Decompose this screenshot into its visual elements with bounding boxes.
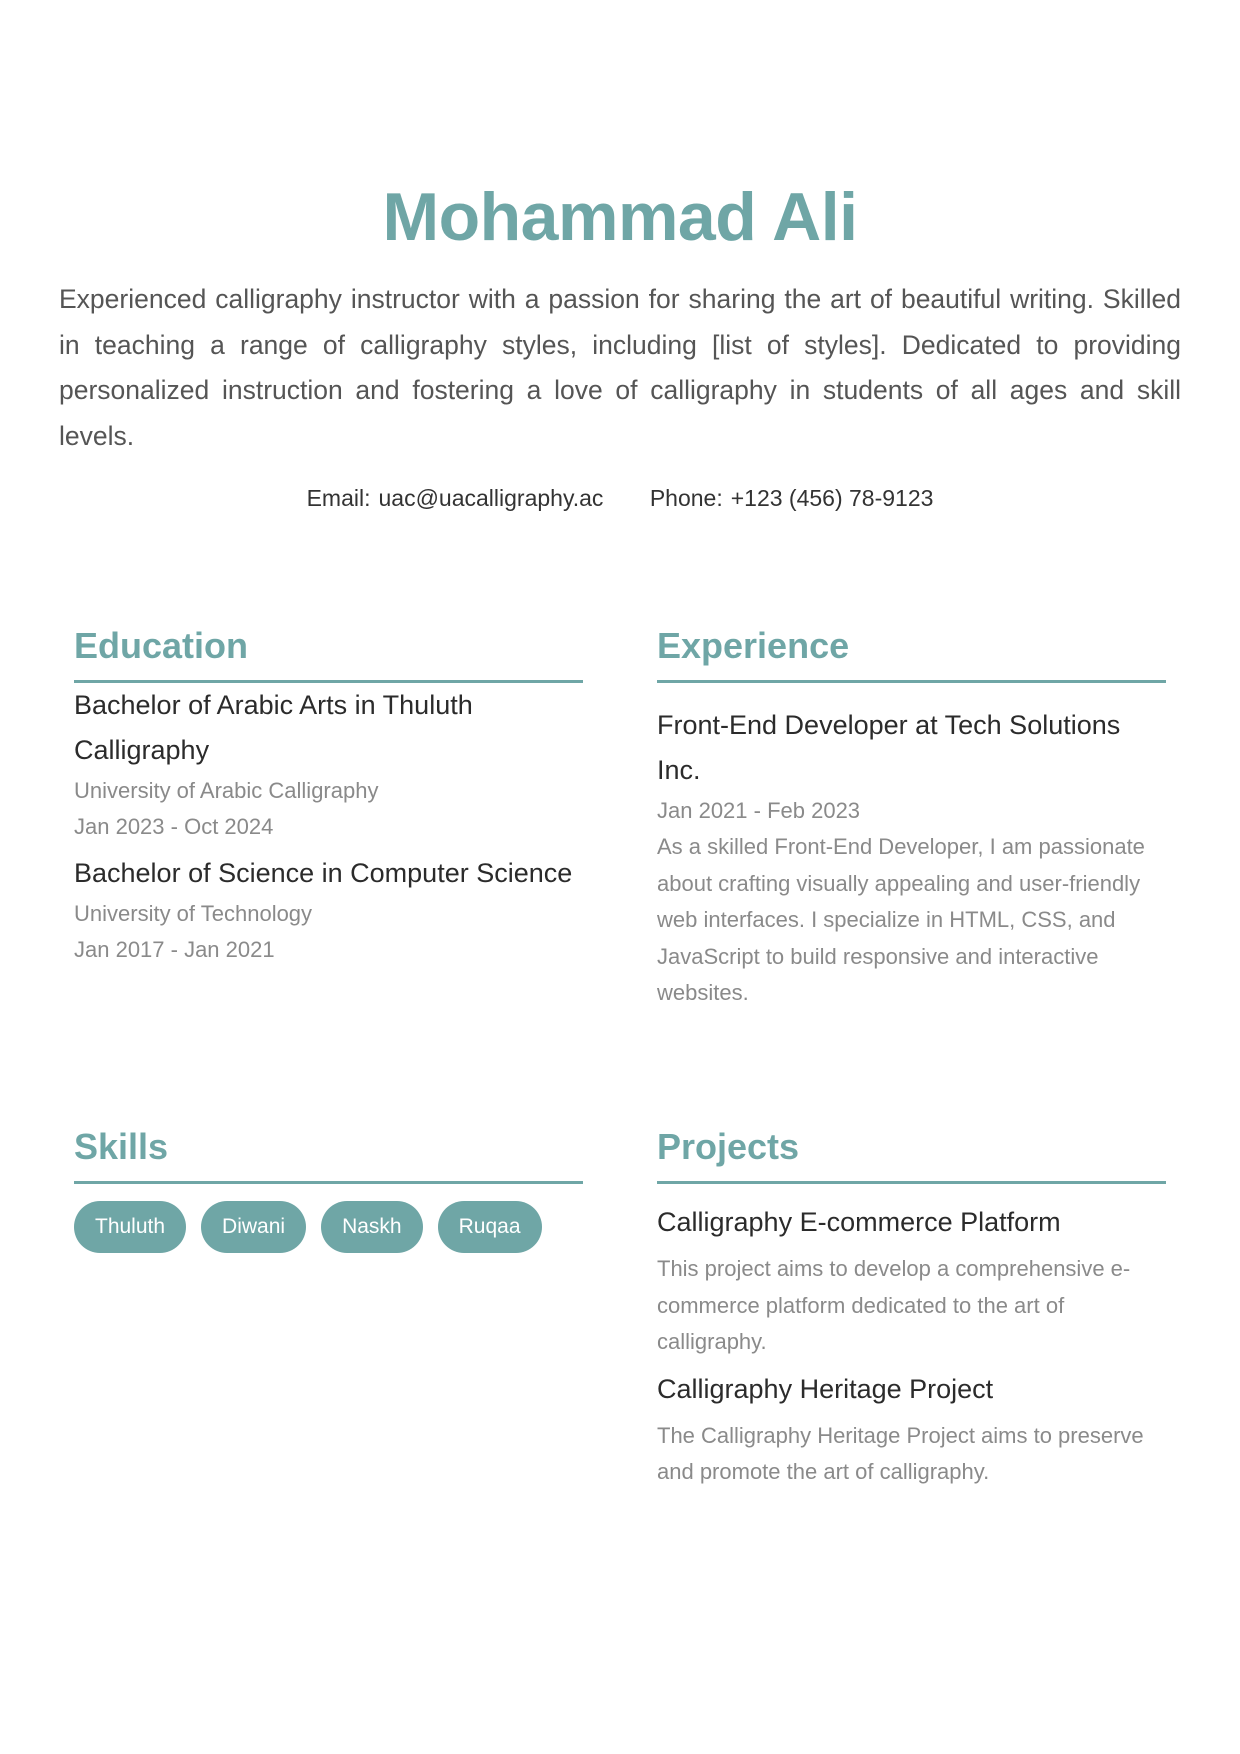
email-value[interactable]: uac@uacalligraphy.ac	[378, 485, 604, 511]
experience-entry	[657, 703, 1166, 1012]
project-entry	[657, 1367, 1166, 1491]
project-description: The Calligraphy Heritage Project aims to preserve and promote the art of calligraphy.	[657, 1422, 1144, 1484]
phone-value[interactable]: +123 (456) 78-9123	[730, 485, 934, 511]
skill-chips	[74, 1201, 583, 1253]
project-description: This project aims to develop a comprehensive e-commerce platform dedicated to the art of calligraphy.	[657, 1256, 1131, 1354]
experience-section	[657, 624, 1166, 1012]
email-label: Email:	[306, 485, 371, 511]
education-entry	[74, 683, 583, 845]
experience-title: Experience	[657, 624, 1166, 683]
project-name: Calligraphy E-commerce Platform	[657, 1207, 1061, 1237]
school-name: University of Technology	[74, 901, 313, 926]
projects-section	[657, 1125, 1166, 1491]
contact-email	[307, 483, 604, 513]
education-section	[74, 624, 583, 968]
job-title: Front-End Developer at Tech Solutions Inc.	[657, 710, 1121, 785]
degree-title: Bachelor of Science in Computer Science	[74, 858, 573, 888]
resume-header	[59, 175, 1181, 513]
skill-chip: Naskh	[321, 1201, 423, 1253]
contact-phone	[650, 483, 934, 513]
education-entry	[74, 851, 583, 968]
projects-title: Projects	[657, 1125, 1166, 1184]
job-dates: Jan 2021 - Feb 2023	[657, 798, 861, 823]
profile-summary: Experienced calligraphy instructor with a passion for sharing the art of beautiful writing. Skilled in teaching a range of calligraphy styles, including [list of styles]. Dedicated to providing personalized instruction and fostering a love of calligraphy in students of all ages and skill levels.	[59, 284, 1181, 451]
project-name: Calligraphy Heritage Project	[657, 1373, 994, 1404]
degree-title: Bachelor of Arabic Arts in Thuluth Calligraphy	[74, 690, 473, 765]
skills-title: Skills	[74, 1125, 583, 1184]
education-title: Education	[74, 624, 583, 683]
person-name: Mohammad Ali	[382, 179, 858, 255]
contact-info	[59, 483, 1181, 513]
skill-chip: Ruqaa	[438, 1201, 542, 1253]
skills-section	[74, 1125, 583, 1253]
skill-chip: Thuluth	[74, 1201, 186, 1253]
education-dates: Jan 2023 - Oct 2024	[74, 814, 274, 839]
education-dates: Jan 2017 - Jan 2021	[74, 937, 275, 962]
project-entry	[657, 1200, 1166, 1361]
phone-label: Phone:	[649, 485, 723, 511]
school-name: University of Arabic Calligraphy	[74, 778, 379, 803]
skill-chip: Diwani	[201, 1201, 306, 1253]
job-description: As a skilled Front-End Developer, I am passionate about crafting visually appealing and user-friendly web interfaces. I specialize in HTML, CSS, and JavaScript to build responsive and interactive websites.	[657, 834, 1145, 1005]
